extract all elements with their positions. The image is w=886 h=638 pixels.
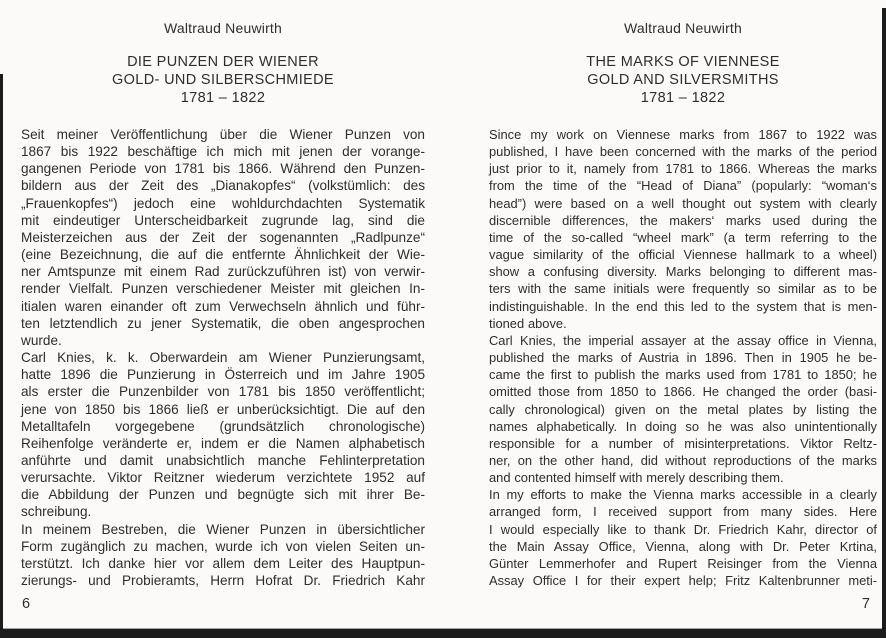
text-line: „Frauenkopfes“) jedoch eine wohldurchdachten Systematik xyxy=(21,195,425,211)
scan-edge-right xyxy=(882,8,886,638)
text-line: and contented himself with merely describing them. xyxy=(489,470,784,486)
page-body xyxy=(489,126,877,589)
page-body xyxy=(21,126,425,589)
text-line: time of the so-called “wheel mark” (a term referring to the xyxy=(489,229,877,245)
text-line: ner, on the other hand, did without reproductions of the marks xyxy=(489,452,877,468)
page-title xyxy=(21,53,425,107)
text-line: Since my work on Viennese marks from 1867 to 1922 was xyxy=(489,127,877,142)
text-line: zierungs- und Probieramts, Herrn Hofrat Dr. Friedrich Kahr xyxy=(21,573,425,589)
page-left xyxy=(21,0,425,638)
text-line: Form zugänglich zu machen, wurde ich von vielen Seiten un- xyxy=(21,538,425,554)
text-line: gangenen Periode von 1781 bis 1866. Während den Punzen- xyxy=(21,161,425,177)
text-line: names alphabetically. In doing so he was also unintentionally xyxy=(489,418,877,434)
paragraph xyxy=(489,332,877,486)
text-line: bildern aus der Zeit des „Dianakopfes“ (volkstümlich: des xyxy=(21,178,425,194)
text-line: jene von 1850 bis 1866 ließ er unberücksichtigt. Die auf den xyxy=(21,401,425,417)
text-line: published the marks of Austria in 1896. Then in 1905 he be- xyxy=(489,350,877,366)
text-line: render Vielfalt. Punzen verschiedener Meister mit gleichen In- xyxy=(21,281,425,297)
text-line: ten letztendlich zu jener Systematik, die oben angesprochen xyxy=(21,315,425,331)
text-line: (eine Bezeichnung, die auf die entfernte Ähnlichkeit der Wie- xyxy=(21,247,425,263)
text-line: die Abbildung der Punzen und begnügte sich mit ihrer Be- xyxy=(21,487,425,503)
text-line: mit eindeutiger Unterscheidbarkeit zugrunde lag, sind die xyxy=(21,212,425,228)
text-line: terstützt. Ich danke hier vor allem dem Leiter des Hauptpun- xyxy=(21,555,425,571)
text-line: came the first to publish the marks used from 1781 to 1850; he xyxy=(489,367,877,383)
title-line: GOLD- UND SILBERSCHMIEDE xyxy=(112,72,334,88)
text-line: published, I have been concerned with the marks of the period xyxy=(489,144,877,160)
text-line: Carl Knies, the imperial assayer at the assay office in Vienna, xyxy=(489,332,877,348)
page-title xyxy=(489,53,877,107)
text-line: schreibung. xyxy=(21,504,92,520)
text-line: arranged form, I received support from many sides. Here xyxy=(489,504,877,520)
text-line: tioned above. xyxy=(489,315,567,331)
text-line: wurde. xyxy=(21,332,62,348)
text-line: verursachte. Viktor Reitzner wiederum verzichtete 1952 auf xyxy=(21,470,425,486)
paragraph xyxy=(21,126,425,349)
text-line: vague similarity of the official Viennese hallmark to a wheel) xyxy=(489,247,877,263)
text-line: In my efforts to make the Vienna marks accessible in a clearly xyxy=(489,487,877,503)
text-line: Carl Knies, k. k. Oberwardein am Wiener Punzierungsamt, xyxy=(21,350,425,366)
text-line: Metalltafeln vorgegebene (grundsätzlich chronologische) xyxy=(21,418,425,434)
text-line: In meinem Bestreben, die Wiener Punzen in übersichtlicher xyxy=(21,521,425,537)
scan-edge-bottom xyxy=(0,629,886,638)
paragraph xyxy=(21,349,425,521)
title-line: GOLD AND SILVERSMITHS xyxy=(587,72,779,88)
text-line: Seit meiner Veröffentlichung über die Wiener Punzen von xyxy=(21,127,425,142)
text-line: just prior to it, namely from 1781 to 1866. Whereas the marks xyxy=(489,161,877,177)
text-line: show a confusing diversity. Marks belonging to different mas- xyxy=(489,264,877,280)
text-line: itialen waren einander oft zum Verwechseln ähnlich und führ- xyxy=(21,298,425,314)
title-line: 1781 – 1822 xyxy=(640,90,726,106)
text-line: cally chronological) given on the metal plates by listing the xyxy=(489,401,877,417)
page-number: 6 xyxy=(22,596,31,612)
text-line: anführte und damit unabsichtlich manche Fehlinterpretation xyxy=(21,452,425,468)
text-line: the Main Assay Office, Vienna, along with Dr. Peter Krtina, xyxy=(489,538,877,554)
page-number: 7 xyxy=(861,596,870,612)
paragraph xyxy=(489,126,877,332)
scan-edge-left xyxy=(0,74,3,638)
title-line: 1781 – 1822 xyxy=(180,90,266,106)
text-line: ters with the same initials were frequently so similar as to be xyxy=(489,281,877,297)
text-line: hatte 1896 die Punzierung in Österreich und im Jahre 1905 xyxy=(21,367,425,383)
text-line: omitted those from 1850 to 1866. He changed the order (basi- xyxy=(489,384,877,400)
text-line: 1867 bis 1922 beschäftige ich mich mit jenen der vorange- xyxy=(21,144,425,160)
text-line: Assay Office I for their expert help; Fritz Kaltenbrunner meti- xyxy=(489,573,877,589)
title-line: DIE PUNZEN DER WIENER xyxy=(127,54,319,70)
text-line: I would especially like to thank Dr. Friedrich Kahr, director of xyxy=(489,521,877,537)
text-line: responsible for a number of misinterpretations. Viktor Reltz- xyxy=(489,435,877,451)
text-line: indistinguishable. In the end this led to the system that is men- xyxy=(489,298,877,314)
text-line: Reihenfolge veränderte er, indem er die Namen alphabetisch xyxy=(21,435,425,451)
text-line: head”) were based on a well thought out system with clearly xyxy=(489,195,877,211)
page-author: Waltraud Neuwirth xyxy=(623,20,743,36)
paragraph xyxy=(489,486,877,589)
text-line: Meisterzeichen aus der Zeit der sogenannten „Radlpunze“ xyxy=(21,229,425,245)
paragraph xyxy=(21,521,425,590)
page-right xyxy=(489,0,877,638)
text-line: als erster die Punzenbilder von 1781 bis 1850 veröffentlicht; xyxy=(21,384,425,400)
text-line: from the time of the “Head of Diana” (popularly: “woman‘s xyxy=(489,178,877,194)
text-line: ner Amtspunze mit einem Rad zurückzuführen ist) von verwir- xyxy=(21,264,425,280)
page-author: Waltraud Neuwirth xyxy=(163,20,283,36)
text-line: discernible differences, the makers‘ marks used during the xyxy=(489,212,877,228)
text-line: Günter Lemmerhofer and Rupert Reisinger from the Vienna xyxy=(489,555,877,571)
title-line: THE MARKS OF VIENNESE xyxy=(586,54,780,70)
